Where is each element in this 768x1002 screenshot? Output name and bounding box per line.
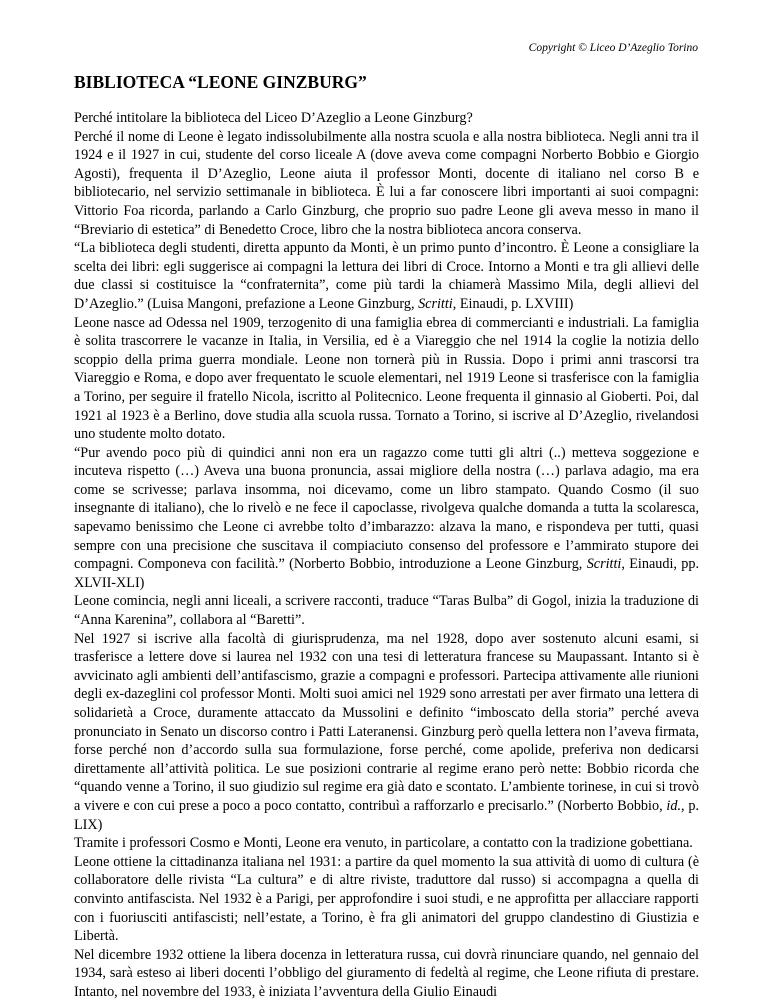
paragraph: Nel 1927 si iscrive alla facoltà di giurisprudenza, ma nel 1928, dopo aver sostenuto alcuni esami, si trasferisce a lettere dove si laurea nel 1932 con una tesi di letteratura francese su Maupassant. Intanto si è avvicinato agli ambienti dell’antifascismo, grazie a compagni e professori. Partecipa attivamente alle riunioni degli ex-dazeglini col professor Monti. Molti suoi amici nel 1929 sono arrestati per aver firmato una lettera di solidarietà a Croce, duramente attaccato da Mussolini e definito “imboscato della storia” perché aveva pronunciato in Senato un discorso contro i Patti Lateranensi. Ginzburg però quella lettera non l’aveva firmata, forse perché non d’accordo sulla sua formulazione, forse perché, come apolide, preferiva non dedicarsi direttamente all’attività politica. Le sue posizioni contrarie al regime erano però nette: Bobbio ricorda che “quando venne a Torino, il suo giudizio sul regime era già dato e scontato. L’ambiente torinese, in cui si trovò a vivere e con cui prese a poco a poco contatto, contribuì a rafforzarlo e precisarlo.” (Norberto Bobbio, id., p. LIX) xyxy=(74,630,700,833)
paragraph: Nel dicembre 1932 ottiene la libera docenza in letteratura russa, cui dovrà rinunciare quando, nel gennaio del 1934, sarà esteso ai liberi docenti l’obbligo del giuramento di fedeltà al regime, che Leone rifiuta di prestare. Intanto, nel novembre del 1933, è iniziata l’avventura della Giulio Einaudi xyxy=(74,946,699,1000)
paragraph: Perché intitolare la biblioteca del Liceo D’Azeglio a Leone Ginzburg? xyxy=(74,110,473,126)
italic-title: Scritti xyxy=(418,295,453,312)
paragraph: Leone nasce ad Odessa nel 1909, terzogenito di una famiglia ebrea di commercianti e industriali. La famiglia è solita trascorrere le vacanze in Italia, in Versilia, ed è a Viareggio che nel 1914 la coglie la notizia dello scoppio della prima guerra mondiale. Leone non tornerà più in Russia. Dopo i primi anni trascorsi tra Viareggio e Roma, e dopo aver frequentato le scuole elementari, nel 1919 Leone si trasferisce con la famiglia a Torino, per seguire il fratello Nicola, iscritto al Politecnico. Leone frequenta il ginnasio al Gioberti. Poi, dal 1921 al 1923 è a Berlino, dove studia alla scuola russa. Tornato a Torino, si iscrive al D’Azeglio, rivelandosi uno studente molto dotato. xyxy=(74,314,699,443)
italic-title: id. xyxy=(666,797,682,814)
page-title: BIBLIOTECA “LEONE GINZBURG” xyxy=(74,72,367,92)
body-text xyxy=(74,109,699,1002)
italic-title: Scritti xyxy=(586,556,622,573)
paragraph: Perché il nome di Leone è legato indissolubilmente alla nostra scuola e alla nostra biblioteca. Negli anni tra il 1924 e il 1927 in cui, studente del corso liceale A (dove aveva come compagni Norberto Bobbio e Giorgio Agosti), frequenta il D’Azeglio, Leone aiuta il professor Monti, docente di italiano nel corso B e bibliotecario, nel servizio settimanale in biblioteca. È lui a far conoscere libri importanti ai suoi compagni: Vittorio Foa ricorda, parlando a Carlo Ginzburg, che proprio suo padre Leone gli aveva messo in mano il “Breviario di estetica” di Benedetto Croce, libro che la nostra biblioteca ancora conserva. xyxy=(74,128,699,238)
paragraph: “Pur avendo poco più di quindici anni non era un ragazzo come tutti gli altri (..) metteva soggezione e incuteva rispetto (…) Aveva una buona pronuncia, assai migliore della nostra (…) parlava adagio, ma era come se scrivesse; parlava insomma, noi dicevamo, come un libro stampato. Quando Cosmo (il suo insegnante di italiano), che lo rivelò e ne fece il capoclasse, rivolgeva qualche domanda a tutta la scolaresca, sapevamo benissimo che Leone ci avrebbe tolto d’imbarazzo: alzava la mano, e rispondeva per tutti, quasi sempre con una precisione che suscitava il compiaciuto consenso del professore e l’ammirato stupore dei compagni. Componeva con facilità.” (Norberto Bobbio, introduzione a Leone Ginzburg, Scritti, Einaudi, pp. XLVII-XLI) xyxy=(74,444,699,591)
copyright-notice: Copyright © Liceo D’Azeglio Torino xyxy=(528,42,698,54)
paragraph: “La biblioteca degli studenti, diretta appunto da Monti, è un primo punto d’incontro. È Leone a consigliare la scelta dei libri: egli suggerisce ai compagni la lettura dei libri di Croce. Intorno a Monti e tra gli allievi delle due classi si costituisce la “confraternita”, come più tardi la chiamerà Massimo Mila, degli allievi del D’Azeglio.” (Luisa Mangoni, prefazione a Leone Ginzburg, Scritti, Einaudi, p. LXVIII) xyxy=(74,240,699,312)
paragraph: Leone ottiene la cittadinanza italiana nel 1931: a partire da quel momento la sua attività di uomo di cultura (è collaboratore delle rivista “La cultura” e di altre riviste, traduttore dal russo) si accompagna a quella di convinto antifascista. Nel 1932 è a Parigi, per approfondire i suoi studi, e ne approfitta per allacciare rapporti con i fuoriusciti antifascisti; nell’estate, a Torino, è fra gli animatori del gruppo clandestino di Giustizia e Libertà. xyxy=(74,853,699,945)
paragraph: Tramite i professori Cosmo e Monti, Leone era venuto, in particolare, a contatto con la tradizione gobettiana. xyxy=(74,835,693,852)
paragraph: Leone comincia, negli anni liceali, a scrivere racconti, traduce “Taras Bulba” di Gogol, inizia la traduzione di “Anna Karenina”, collabora al “Baretti”. xyxy=(74,593,699,629)
